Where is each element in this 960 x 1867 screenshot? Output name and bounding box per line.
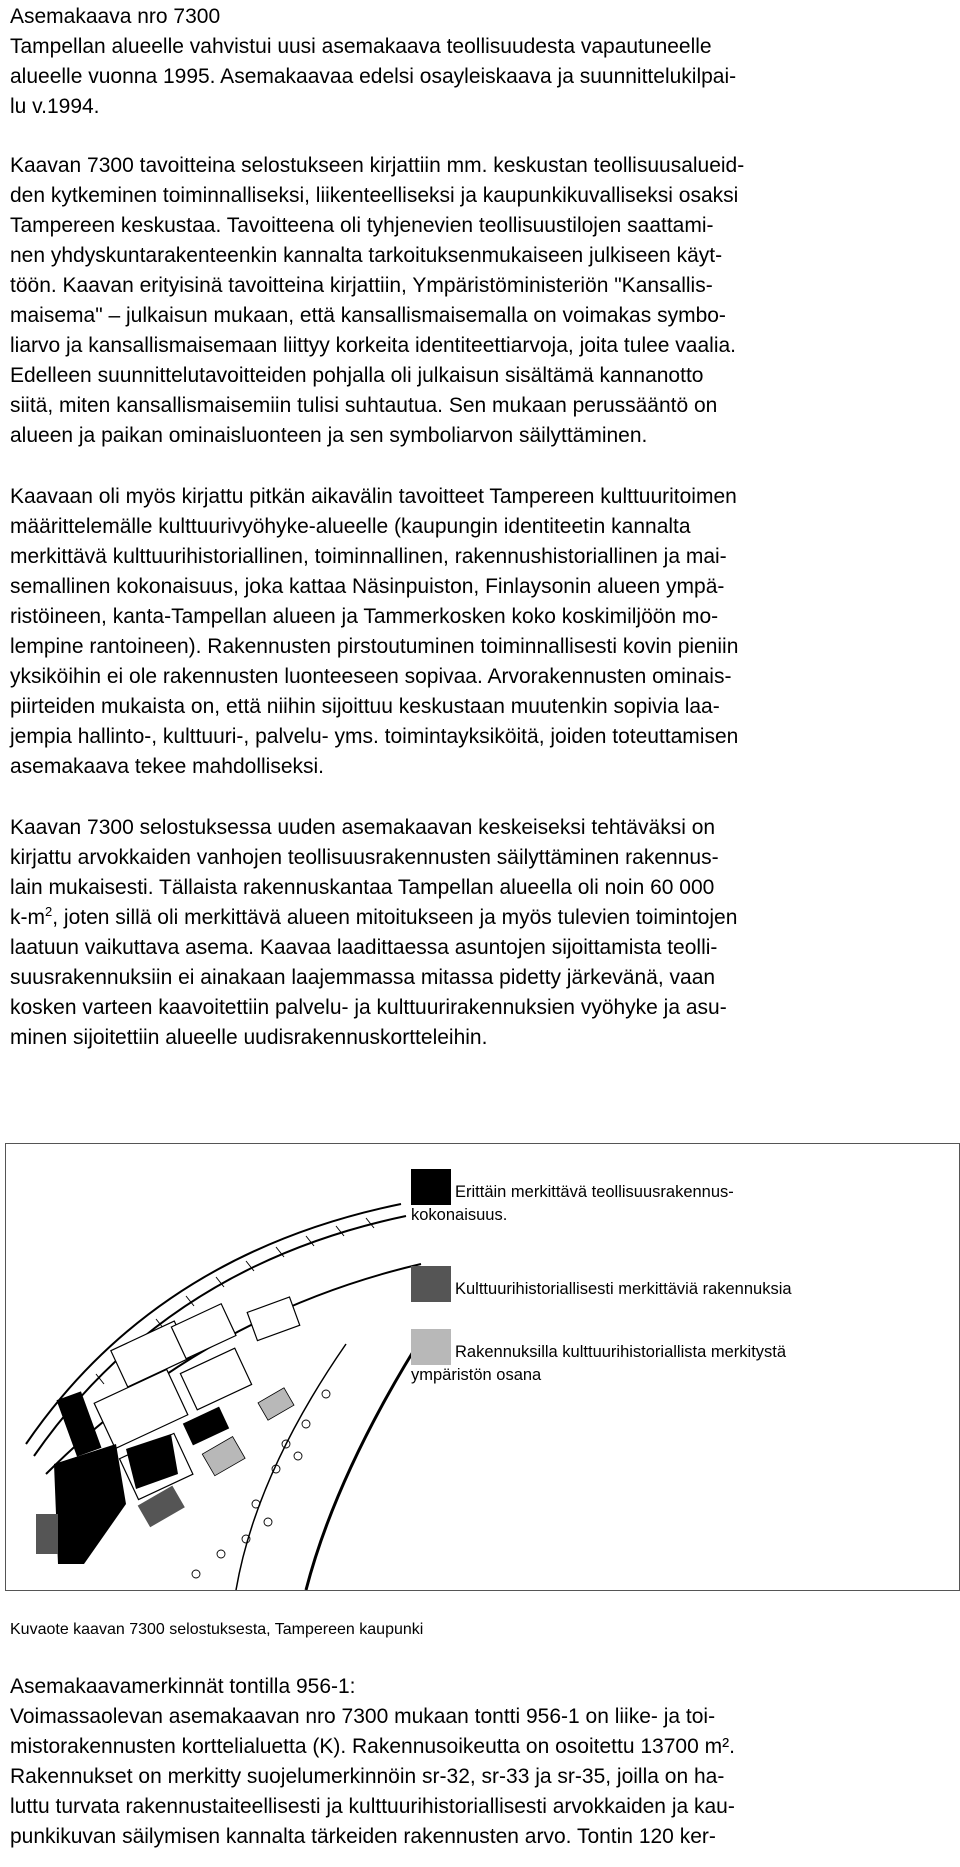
street-line <box>236 1344 346 1590</box>
figure-caption: Kuvaote kaavan 7300 selostuksesta, Tampereen kaupunki <box>10 1621 424 1638</box>
tree-symbol <box>217 1550 225 1558</box>
text-line: semallinen kokonaisuus, joka kattaa Näsinpuiston, Finlaysonin alueen ympä- <box>10 575 725 598</box>
paragraph-gap <box>10 122 935 151</box>
text-fragment: , joten sillä oli merkittävä alueen mitoitukseen ja myös tulevien toimintojen <box>52 906 738 929</box>
text-fragment: k-m <box>10 906 45 929</box>
paragraph-4 <box>10 813 935 1053</box>
contextual-building-light-grey <box>258 1388 294 1420</box>
legend-line: Kulttuurihistoriallisesti merkittäviä rakennuksia <box>455 1280 792 1298</box>
text-line: siitä, miten kansallismaisemiin tulisi suhtautua. Sen mukaan perussääntö on <box>10 394 718 417</box>
text-line: nen yhdyskuntarakenteenkin kannalta tarkoituksenmukaiseen julkiseen käyt- <box>10 244 723 267</box>
legend-label <box>411 1181 875 1227</box>
tree-symbol <box>322 1390 330 1398</box>
text-line: liarvo ja kansallismaisemaan liittyy korkeita identiteettiarvoja, joita tulee vaalia. <box>10 334 737 357</box>
legend-swatch <box>411 1266 451 1302</box>
legend-line: Erittäin merkittävä teollisuusrakennus- <box>455 1183 734 1201</box>
text-line: määrittelemälle kulttuurivyöhyke-alueelle (kaupungin identiteetin kannalta <box>10 515 691 538</box>
legend-label <box>411 1341 875 1387</box>
site-plan-map <box>6 1144 436 1590</box>
legend-swatch <box>411 1329 451 1365</box>
text-line: kosken varteen kaavoitettiin palvelu- ja kulttuurirakennuksien vyöhyke ja asu- <box>10 996 727 1019</box>
text-line <box>10 903 935 933</box>
text-line: ristöineen, kanta-Tampellan alueen ja Tammerkosken koko koskimiljöön mo- <box>10 605 719 628</box>
document-body <box>10 0 935 1053</box>
paragraph-2 <box>10 151 935 451</box>
text-line: Kaavaan oli myös kirjattu pitkän aikavälin tavoitteet Tampereen kulttuuritoimen <box>10 485 737 508</box>
text-line: lempine rantoineen). Rakennusten pirstoutuminen toiminnallisesti kovin pieniin <box>10 635 739 658</box>
industrial-building-black <box>54 1444 126 1564</box>
text-line: asemakaava tekee mahdolliseksi. <box>10 755 324 778</box>
tree-symbol <box>192 1570 200 1578</box>
section-heading: Asemakaavamerkinnät tontilla 956-1: <box>10 1675 356 1698</box>
text-line: alueen ja paikan ominaisluonteen ja sen symboliarvon säilyttäminen. <box>10 424 648 447</box>
text-line: Tampereen keskustaa. Tavoitteena oli tyhjenevien teollisuustilojen saattami- <box>10 214 714 237</box>
text-line: merkittävä kulttuurihistoriallinen, toiminnallinen, rakennushistoriallinen ja mai- <box>10 545 727 568</box>
text-line: Edelleen suunnittelutavoitteiden pohjalla oli julkaisun sisältämä kannanotto <box>10 364 704 387</box>
zoning-section <box>10 1672 935 1852</box>
paragraph-gap <box>10 782 935 813</box>
industrial-building-black <box>57 1391 102 1456</box>
text-line: töön. Kaavan erityisinä tavoitteina kirjattiin, Ympäristöministeriön "Kansallis- <box>10 274 713 297</box>
text-line: maisema" – julkaisun mukaan, että kansallismaisemalla on voimakas symbo- <box>10 304 726 327</box>
text-line: alueelle vuonna 1995. Asemakaavaa edelsi osayleiskaava ja suunnittelukilpai- <box>10 65 737 88</box>
document-heading: Asemakaava nro 7300 <box>10 5 221 28</box>
superscript: 2 <box>45 904 53 919</box>
text-line: piirteiden mukaista on, että niihin sijoittuu keskustaan muutenkin sopivia laa- <box>10 695 720 718</box>
legend-line: kokonaisuus. <box>411 1206 508 1224</box>
text-line: suusrakennuksiin ei ainakaan laajemmassa mitassa pidetty järkevänä, vaan <box>10 966 716 989</box>
legend-item-dark-grey <box>411 1266 875 1302</box>
legend-item-light-grey <box>411 1329 875 1387</box>
tree-symbol <box>302 1420 310 1428</box>
text-line: Tampellan alueelle vahvistui uusi asemakaava teollisuudesta vapautuneelle <box>10 35 712 58</box>
paragraph-3 <box>10 482 935 782</box>
tree-symbol <box>264 1518 272 1526</box>
text-line: lain mukaisesti. Tällaista rakennuskantaa Tampellan alueella oli noin 60 000 <box>10 876 715 899</box>
text-line: punkikuvan säilymisen kannalta tärkeiden rakennusten arvo. Tontin 120 ker- <box>10 1825 716 1848</box>
text-line: Kaavan 7300 tavoitteina selostukseen kirjattiin mm. keskustan teollisuusalueid- <box>10 154 745 177</box>
contextual-building-light-grey <box>202 1437 245 1476</box>
text-line: Rakennukset on merkitty suojelumerkinnöin sr-32, sr-33 ja sr-35, joilla on ha- <box>10 1765 725 1788</box>
text-line: mistorakennusten korttelialuetta (K). Rakennusoikeutta on osoitettu 13700 m². <box>10 1735 735 1758</box>
tree-symbol <box>252 1500 260 1508</box>
text-line: lu v.1994. <box>10 95 100 118</box>
text-line: kirjattu arvokkaiden vanhojen teollisuusrakennusten säilyttäminen rakennus- <box>10 846 719 869</box>
text-line: den kytkeminen toiminnalliseksi, liikenteelliseksi ja kaupunkikuvalliseksi osaksi <box>10 184 739 207</box>
text-line: Kaavan 7300 selostuksessa uuden asemakaavan keskeiseksi tehtäväksi on <box>10 816 716 839</box>
text-line: Voimassaolevan asemakaavan nro 7300 mukaan tontti 956-1 on liike- ja toi- <box>10 1705 716 1728</box>
industrial-building-black <box>183 1407 229 1446</box>
paragraph-1 <box>10 32 935 122</box>
paragraph-gap <box>10 451 935 482</box>
shoreline <box>306 1334 424 1590</box>
tree-symbol <box>242 1535 250 1543</box>
building-outline <box>247 1297 300 1341</box>
legend-swatch <box>411 1169 451 1205</box>
map-figure <box>5 1143 960 1591</box>
text-line: luttu turvata rakennustaiteellisesti ja kulttuurihistoriallisesti arvokkaiden ja kau- <box>10 1795 735 1818</box>
legend-line: Rakennuksilla kulttuurihistoriallista merkitystä <box>455 1343 787 1361</box>
text-line: jempia hallinto-, kulttuuri-, palvelu- yms. toimintayksiköitä, joiden toteuttamisen <box>10 725 739 748</box>
historic-building-dark-grey <box>36 1514 58 1554</box>
text-line: yksiköihin ei ole rakennusten luonteeseen sopivaa. Arvorakennusten ominais- <box>10 665 732 688</box>
tree-symbol <box>294 1452 302 1460</box>
legend-label <box>455 1278 875 1301</box>
text-line: laatuun vaikuttava asema. Kaavaa laadittaessa asuntojen sijoittamista teolli- <box>10 936 718 959</box>
legend-line: ympäristön osana <box>411 1366 542 1384</box>
text-line: minen sijoitettiin alueelle uudisrakennuskortteleihin. <box>10 1026 488 1049</box>
legend-item-black <box>411 1169 875 1227</box>
